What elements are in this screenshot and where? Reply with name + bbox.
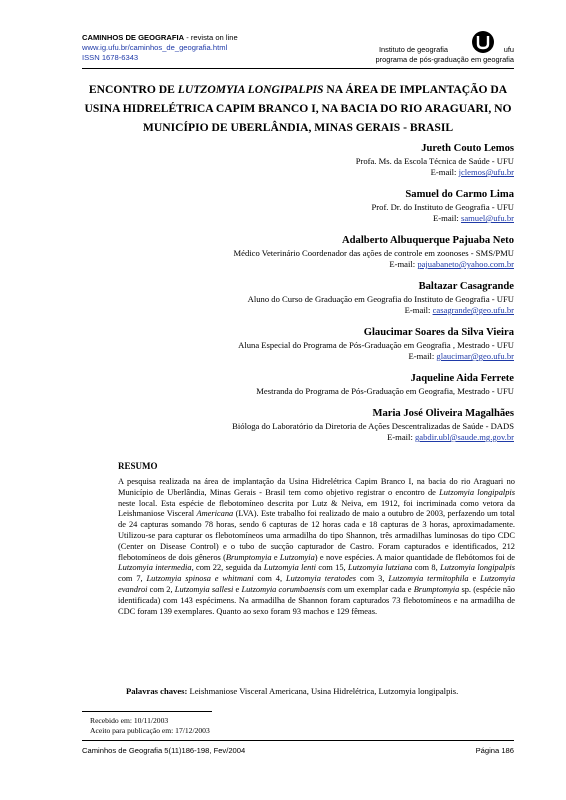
ufu-logo-icon — [470, 30, 496, 54]
header-divider — [82, 68, 514, 69]
author-affiliation: Médico Veterinário Coordenador das ações de controle em zoonoses - SMS/PMU — [233, 248, 514, 258]
author-name: Jureth Couto Lemos — [421, 143, 514, 154]
footnotes — [90, 716, 210, 736]
author-email: E-mail: glaucimar@geo.ufu.br — [408, 351, 514, 361]
author-email-link[interactable]: gabdir.ubl@saude.mg.gov.br — [414, 432, 514, 442]
keywords-text: Leishmaniose Visceral Americana, Usina Hidrelétrica, Lutzomyia longipalpis. — [187, 686, 459, 696]
journal-issn: ISSN 1678-6343 — [82, 53, 139, 62]
author-affiliation: Prof. Dr. do Instituto de Geografia - UFU — [371, 202, 514, 212]
author-affiliation: Profa. Ms. da Escola Técnica de Saúde - UFU — [355, 156, 514, 166]
abstract-body: A pesquisa realizada na área de implantação da Usina Hidrelétrica Capim Branco I, na bacia do rio Araguari no Município de Uberlândia, Minas Gerais - Brasil tem como objetivo registrar o encontro de Lutzomyia longipalpis neste local. Esta espécie de flebotomíneo descrita por Lutz & Neiva, em 1912, foi incriminada como vetora da Leishmaniose Visceral Americana (LVA). Este trabalho foi realizado de maio a outubro de 2003, perfazendo um total de 24 capturas somando 78 horas, sendo 6 capturas de 12 horas cada e 18 capturas de 3 horas, aproximadamente. Utilizou-se para capturar os flebotomíneos uma armadilha do tipo Shannon, três armadilhas luminosas do tipo CDC (Center on Disease Control) e o tubo de sucção capturador de Castro. Foram capturados e identificados, 212 flebotomíneos de dois gêneros (Brumptomyia e Lutzomyia) e nove espécies. A maior quantidade de flebótomos foi de Lutzomyia intermedia, com 22, seguida da Lutzomyia lenti com 15, Lutzomyia lutziana com 8, Lutzomyia longipalpis com 7, Lutzomyia spinosa e whitmani com 4, Lutzomyia teratodes com 3, Lutzomyia termitophila e Lutzomyia evandroi com 2, Lutzomyia sallesi e Lutzomyia corumbaensis com um exemplar cada e Brumptomyia sp. (espécie não identificada) com 143 espécimens. Na armadilha de Shannon foram capturados 73 flebotomíneos e na armadilha de CDC foram 139 exemplares. Quanto ao sexo foram 93 machos e 129 fêmeas. — [118, 477, 516, 616]
received-date: Recebido em: 10/11/2003 — [90, 716, 169, 725]
author-block — [94, 326, 514, 362]
author-email-link[interactable]: glaucimar@geo.ufu.br — [436, 351, 514, 361]
paper-title: ENCONTRO DE LUTZOMYIA LONGIPALPIS NA ÁREA DE IMPLANTAÇÃO DA USINA HIDRELÉTRICA CAPIM BRANCO I, NA BACIA DO RIO ARAGUARI, NO MUNICÍPIO DE UBERLÂNDIA, MINAS GERAIS - BRASIL — [84, 83, 512, 134]
author-email-link[interactable]: jclemos@ufu.br — [458, 167, 514, 177]
author-affiliation: Bióloga do Laboratório da Diretoria de Ações Descentralizadas de Saúde - DADS — [232, 421, 514, 431]
author-email: E-mail: pajuabaneto@yahoo.com.br — [389, 259, 514, 269]
author-name: Jaqueline Aida Ferrete — [410, 373, 514, 384]
author-block — [94, 142, 514, 178]
author-email: E-mail: jclemos@ufu.br — [430, 167, 514, 177]
author-name: Baltazar Casagrande — [418, 281, 514, 292]
journal-title: CAMINHOS DE GEOGRAFIA - revista on line — [82, 33, 238, 42]
author-block — [94, 188, 514, 224]
author-block — [94, 372, 514, 397]
journal-header — [82, 33, 238, 63]
ufu-label: ufu — [503, 45, 514, 54]
author-name: Adalberto Albuquerque Pajuaba Neto — [342, 235, 514, 246]
author-block — [94, 407, 514, 443]
program-name: programa de pós-graduação em geografia — [375, 55, 514, 64]
institute-name: Instituto de geografia — [378, 45, 448, 54]
keywords-label: Palavras chaves: — [126, 686, 188, 696]
author-name: Samuel do Carmo Lima — [405, 189, 514, 200]
author-email-link[interactable]: casagrande@geo.ufu.br — [432, 305, 514, 315]
keywords — [126, 686, 458, 696]
accepted-date: Aceito para publicação em: 17/12/2003 — [90, 726, 210, 735]
footer-citation: Caminhos de Geografia 5(11)186-198, Fev/2004 — [82, 746, 246, 755]
author-affiliation: Aluno do Curso de Graduação em Geografia do Instituto de Geografia - UFU — [247, 294, 514, 304]
author-block — [94, 280, 514, 316]
page-number: Página 186 — [475, 746, 514, 755]
author-name: Maria José Oliveira Magalhães — [372, 408, 514, 419]
footer-divider — [82, 740, 514, 741]
author-email: E-mail: samuel@ufu.br — [433, 213, 514, 223]
abstract-heading: RESUMO — [118, 461, 158, 471]
author-affiliation: Mestranda do Programa de Pós-Graduação em Geografia, Mestrado - UFU — [256, 386, 514, 396]
author-email-link[interactable]: samuel@ufu.br — [460, 213, 514, 223]
journal-url[interactable]: www.ig.ufu.br/caminhos_de_geografia.html — [82, 43, 228, 52]
author-email-link[interactable]: pajuabaneto@yahoo.com.br — [417, 259, 514, 269]
author-list — [94, 142, 514, 453]
institute-header — [375, 36, 514, 66]
author-name: Glaucimar Soares da Silva Vieira — [363, 327, 514, 338]
footnote-divider — [82, 711, 212, 712]
author-email: E-mail: casagrande@geo.ufu.br — [404, 305, 514, 315]
author-affiliation: Aluna Especial do Programa de Pós-Graduação em Geografia , Mestrado - UFU — [238, 340, 514, 350]
author-email: E-mail: gabdir.ubl@saude.mg.gov.br — [387, 432, 514, 442]
author-block — [94, 234, 514, 270]
